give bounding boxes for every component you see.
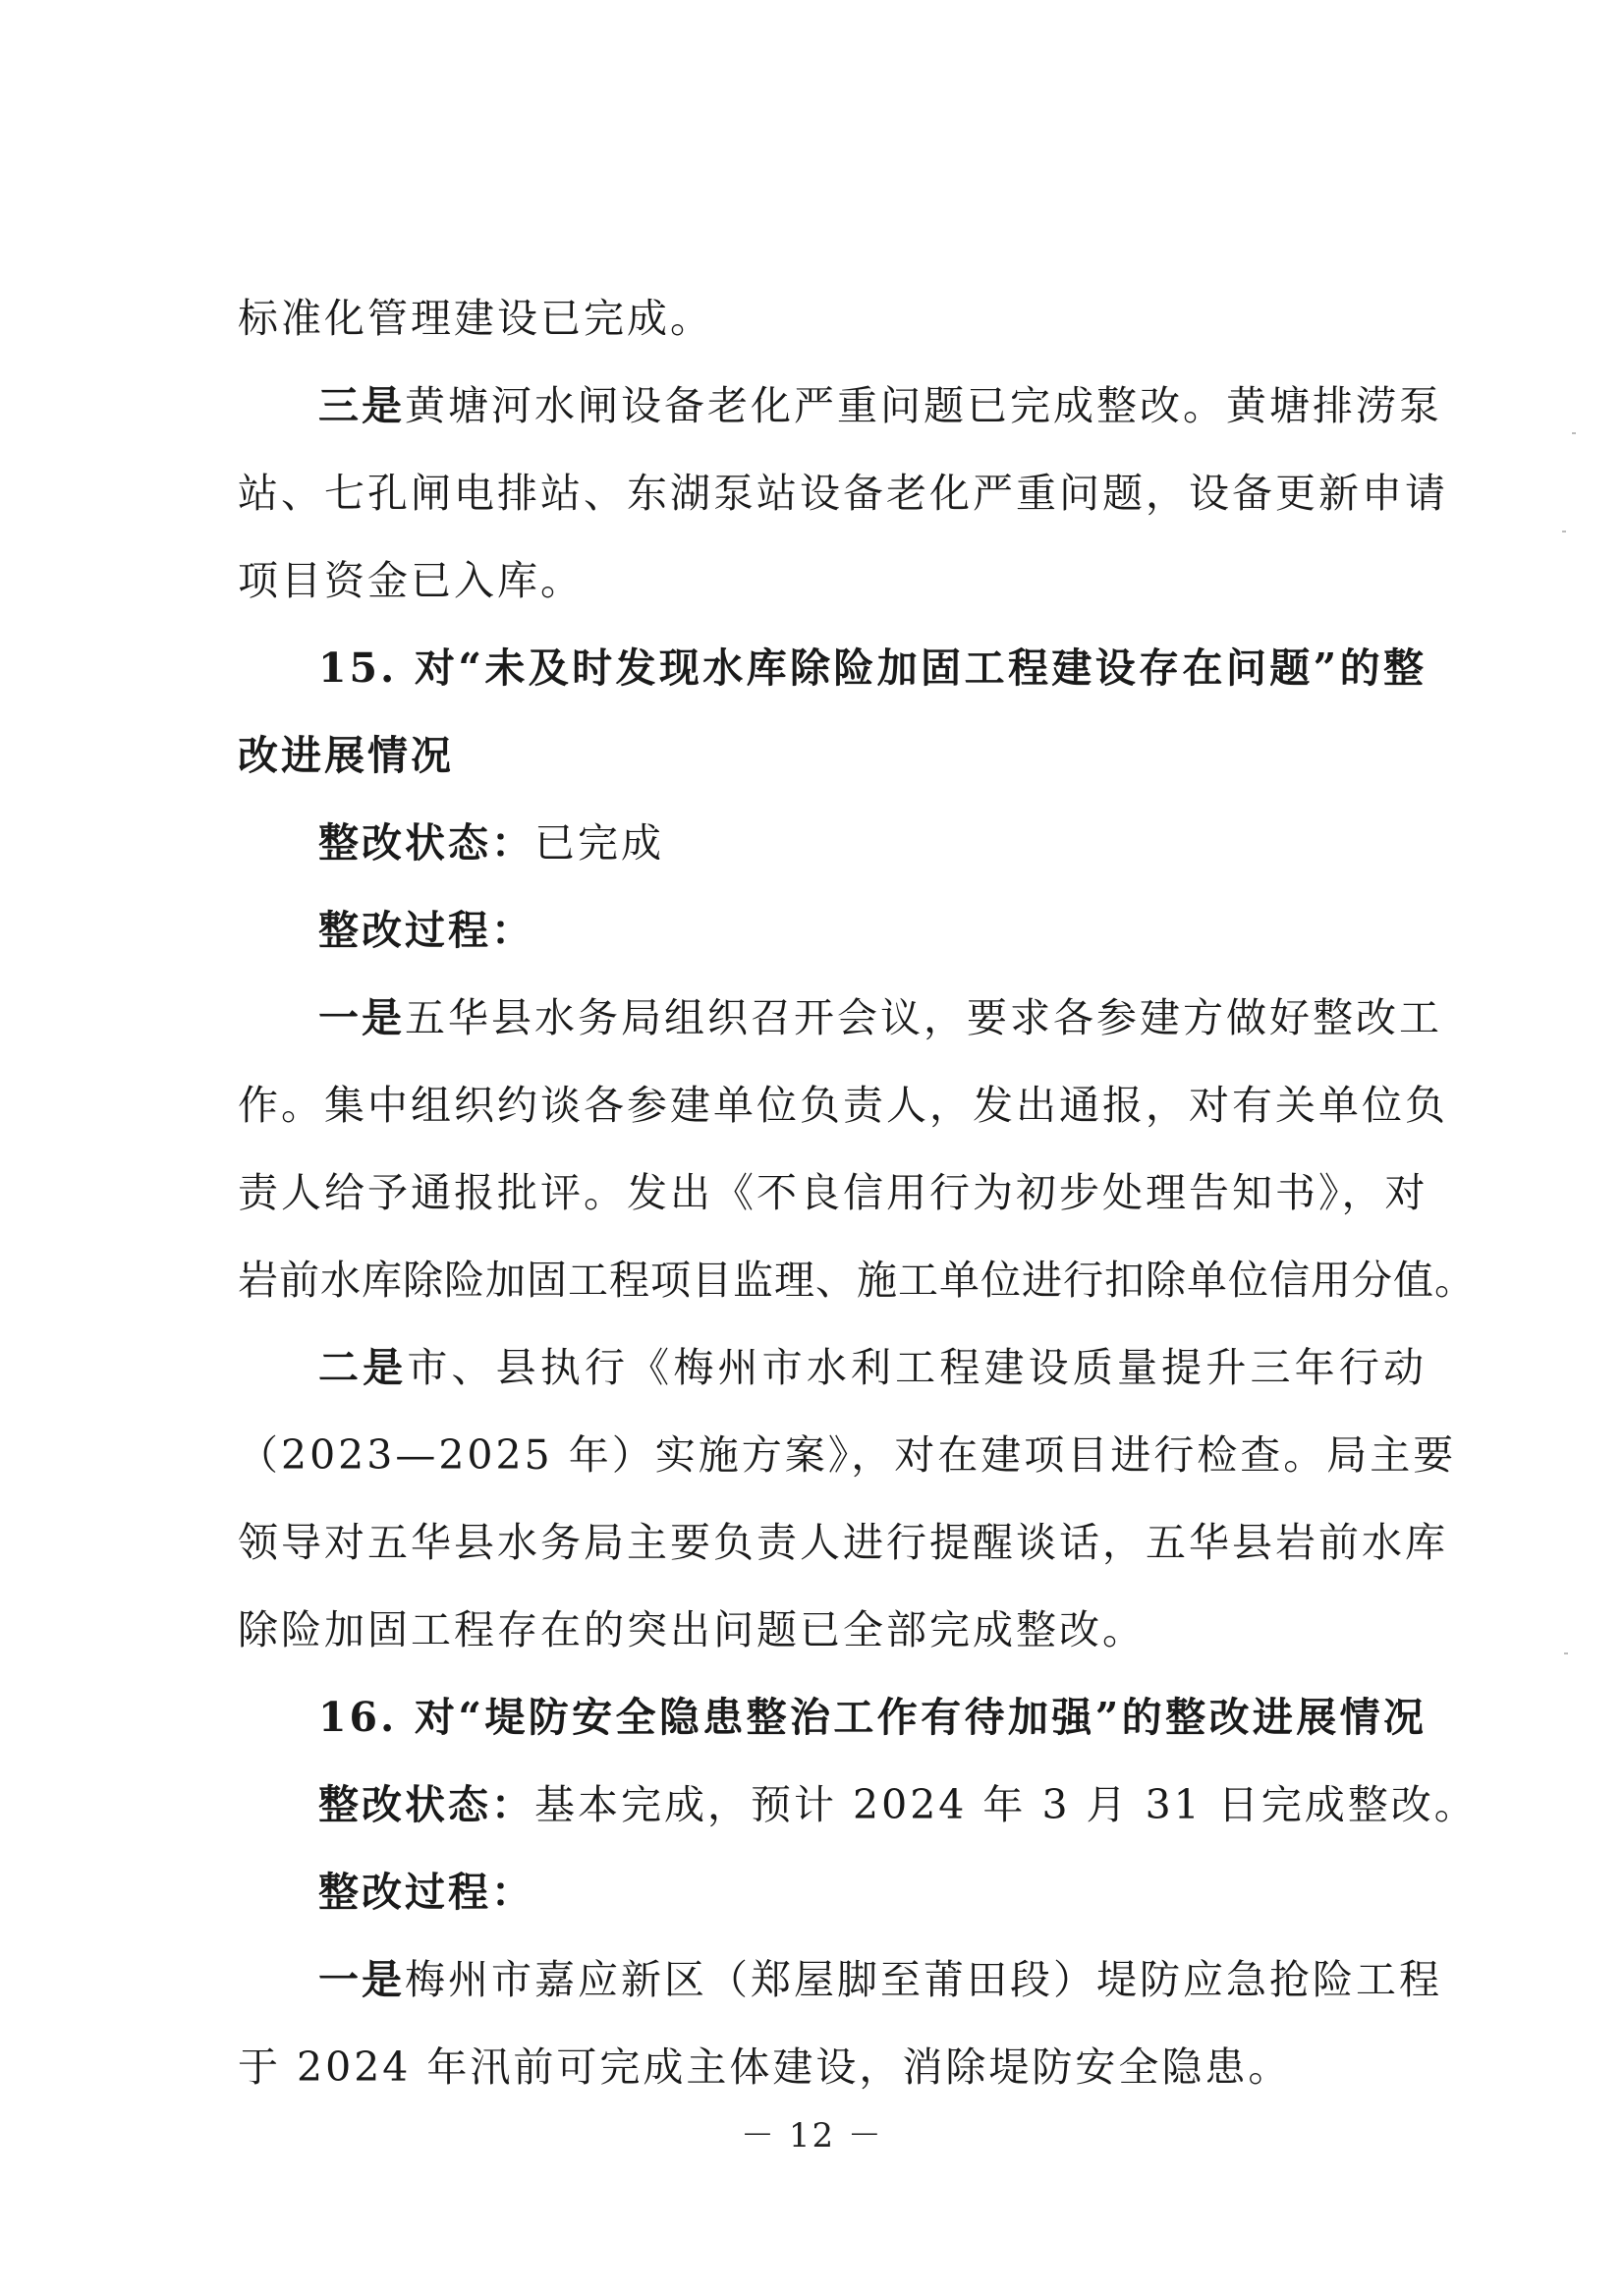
text-line [238, 450, 1448, 537]
section-heading-16 [238, 1674, 1427, 1762]
paragraph-lead: 二是 [318, 1344, 408, 1391]
paragraph-text: 梅州市嘉应新区（郑屋脚至莆田段）堤防应急抢险工程 [405, 1956, 1442, 2003]
paragraph-text: 责人给予通报批评。发出《不良信用行为初步处理告知书》，对 [238, 1169, 1428, 1216]
text-line [238, 537, 1427, 625]
status-value: 已完成 [534, 819, 664, 867]
paragraph-first-line [238, 1324, 1427, 1412]
status-line-16 [238, 1762, 1478, 1849]
paragraph-lead: 三是 [318, 382, 405, 429]
status-label: 整改状态： [318, 1781, 534, 1828]
paragraph-text: 站、七孔闸电排站、东湖泵站设备老化严重问题，设备更新申请 [238, 470, 1448, 517]
document-body [238, 275, 1478, 2111]
section-heading-text: 16. 对“堤防安全隐患整治工作有待加强”的整改进展情况 [318, 1694, 1427, 1741]
section-heading-text: 改进展情况 [238, 732, 454, 779]
paragraph-lead: 一是 [318, 1956, 405, 2003]
paragraph-lead: 一是 [318, 994, 405, 1041]
paragraph-text: 市、县执行《梅州市水利工程建设质量提升三年行动 [407, 1344, 1428, 1391]
text-line [238, 1149, 1427, 1237]
status-value: 基本完成，预计 2024 年 3 月 31 日完成整改。 [534, 1781, 1478, 1828]
paragraph-text: 领导对五华县水务局主要负责人进行提醒谈话，五华县岩前水库 [238, 1519, 1448, 1566]
text-line [238, 275, 1427, 363]
section-heading-text: 15. 对“未及时发现水库除险加固工程建设存在问题”的整 [318, 644, 1427, 692]
text-line [238, 1237, 1476, 1324]
paragraph-first-line [238, 363, 1442, 450]
process-label: 整改过程： [318, 1869, 534, 1916]
scan-speck [1564, 1652, 1568, 1654]
paragraph-text: 岩前水库除险加固工程项目监理、施工单位进行扣除单位信用分值。 [238, 1257, 1476, 1304]
paragraph-text: （2023—2025 年）实施方案》，对在建项目进行检查。局主要 [238, 1431, 1457, 1479]
page-number: － 12 － [741, 2116, 883, 2155]
paragraph-text: 黄塘河水闸设备老化严重问题已完成整改。黄塘排涝泵 [405, 382, 1442, 429]
section-heading-15 [238, 625, 1427, 712]
process-label: 整改过程： [318, 907, 534, 954]
paragraph-first-line [238, 1936, 1442, 2024]
text-line [238, 2024, 1427, 2111]
paragraph-text: 除险加固工程存在的突出问题已全部完成整改。 [238, 1606, 1146, 1653]
status-label: 整改状态： [318, 819, 534, 867]
paragraph-text: 项目资金已入库。 [238, 557, 584, 604]
paragraph-text: 作。集中组织约谈各参建单位负责人，发出通报，对有关单位负 [238, 1082, 1448, 1129]
paragraph-text: 于 2024 年汛前可完成主体建设，消除堤防安全隐患。 [238, 2043, 1292, 2091]
paragraph-first-line [238, 975, 1442, 1062]
text-line [238, 1499, 1448, 1587]
text-line [238, 1062, 1448, 1149]
text-line [238, 1587, 1427, 1674]
section-heading-15-continued [238, 712, 1427, 800]
scan-speck [1562, 531, 1566, 532]
text-line [238, 1412, 1457, 1499]
process-label-line-15 [238, 887, 1427, 975]
paragraph-text: 标准化管理建设已完成。 [238, 295, 713, 342]
status-line-15 [238, 800, 1427, 887]
scan-speck [1572, 432, 1576, 434]
paragraph-text: 五华县水务局组织召开会议，要求各参建方做好整改工 [405, 994, 1442, 1041]
process-label-line-16 [238, 1849, 1427, 1936]
